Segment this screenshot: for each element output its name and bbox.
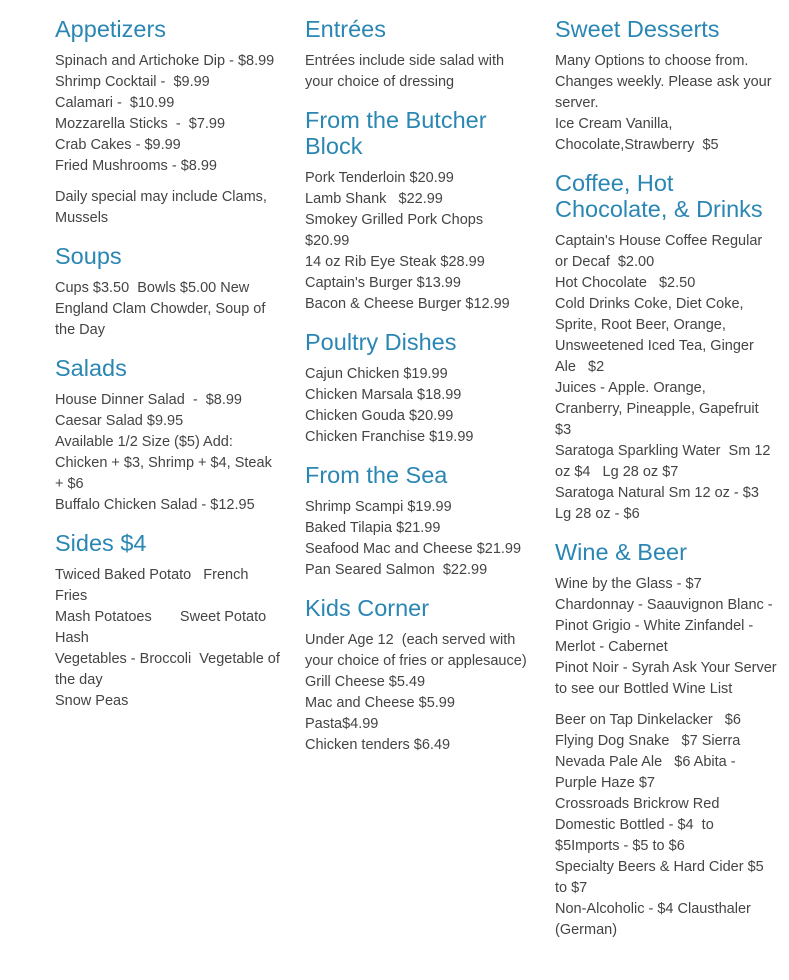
menu-item: Cups $3.50 Bowls $5.00 New England Clam Chowder, Soup of the Day xyxy=(55,280,270,338)
menu-item: Saratoga Sparkling Water Sm 12 oz $4 Lg 28 oz $7 xyxy=(555,443,775,480)
menu-item: Chicken tenders $6.49 xyxy=(305,737,451,753)
section-title-butcher-block: From the Butcher Block xyxy=(305,107,487,159)
menu-item: Cold Drinks Coke, Diet Coke, Sprite, Root Beer, Orange, Unsweetened Iced Tea, Ginger Ale $2 xyxy=(555,296,758,375)
menu-item: Bacon & Cheese Burger $12.99 xyxy=(305,296,510,312)
section-title-salads: Salads xyxy=(55,355,127,381)
menu-item: Spinach and Artichoke Dip - $8.99 xyxy=(55,53,275,69)
butcher-block-section xyxy=(305,107,530,315)
section-title-wine-beer: Wine & Beer xyxy=(555,539,687,565)
menu-item: Baked Tilapia $21.99 xyxy=(305,520,441,536)
menu-item: Grill Cheese $5.49 xyxy=(305,674,426,690)
menu-item: Saratoga Natural Sm 12 oz - $3 Lg 28 oz - $6 xyxy=(555,485,776,522)
menu-item: Flying Dog Snake $7 Sierra Nevada Pale Ale $6 Abita - Purple Haze $7 xyxy=(555,733,745,791)
menu-column-3 xyxy=(555,16,781,955)
section-title-sea: From the Sea xyxy=(305,462,448,488)
menu-item: Smokey Grilled Pork Chops $20.99 xyxy=(305,212,488,249)
menu-item: Pasta$4.99 xyxy=(305,716,379,732)
section-title-entrees: Entrées xyxy=(305,16,386,42)
menu-item: Chicken Marsala $18.99 xyxy=(305,387,462,403)
menu-item: Wine by the Glass - $7 xyxy=(555,576,702,592)
section-title-soups: Soups xyxy=(55,243,122,269)
menu-item: Buffalo Chicken Salad - $12.95 xyxy=(55,497,255,513)
salads-section xyxy=(55,355,280,516)
menu-item: Beer on Tap Dinkelacker $6 xyxy=(555,712,741,728)
section-title-appetizers: Appetizers xyxy=(55,16,167,42)
wine-beer-section xyxy=(555,539,781,941)
menu-item: Cajun Chicken $19.99 xyxy=(305,366,448,382)
menu-item: Specialty Beers & Hard Cider $5 to $7 xyxy=(555,859,768,896)
menu-item: Crab Cakes - $9.99 xyxy=(55,137,181,153)
menu-item: Many Options to choose from. Changes weekly. Please ask your server. xyxy=(555,53,776,111)
menu-item: Pork Tenderloin $20.99 xyxy=(305,170,454,186)
section-title-desserts: Sweet Desserts xyxy=(555,16,720,42)
menu-item: Chicken Gouda $20.99 xyxy=(305,408,454,424)
menu-item: Chardonnay - Saauvignon Blanc - Pinot Grigio - White Zinfandel - Merlot - Cabernet xyxy=(555,597,777,655)
menu-item: Pan Seared Salmon $22.99 xyxy=(305,562,488,578)
section-title-kids-corner: Kids Corner xyxy=(305,595,430,621)
menu-item: Vegetables - Broccoli Vegetable of the day xyxy=(55,651,284,688)
entrees-section xyxy=(305,16,530,93)
menu-item: Non-Alcoholic - $4 Clausthaler (German) xyxy=(555,901,755,938)
menu-item: Domestic Bottled - $4 to $5Imports - $5 to $6 xyxy=(555,817,718,854)
poultry-section xyxy=(305,329,530,448)
menu-item: Mash Potatoes Sweet Potato Hash xyxy=(55,609,271,646)
menu-item: House Dinner Salad - $8.99 xyxy=(55,392,242,408)
menu-item: Ice Cream Vanilla, Chocolate,Strawberry $5 xyxy=(555,116,719,153)
menu-item: Lamb Shank $22.99 xyxy=(305,191,443,207)
menu-item: Entrées include side salad with your choice of dressing xyxy=(305,53,509,90)
menu-item: Captain's Burger $13.99 xyxy=(305,275,461,291)
kids-corner-section xyxy=(305,595,530,756)
appetizers-section xyxy=(55,16,280,229)
section-title-poultry: Poultry Dishes xyxy=(305,329,457,355)
drinks-section xyxy=(555,170,777,525)
sea-section xyxy=(305,462,530,581)
menu-item: Captain's House Coffee Regular or Decaf $2.00 xyxy=(555,233,767,270)
menu-item: Under Age 12 (each served with your choice of fries or applesauce) xyxy=(305,632,527,669)
menu-item: Caesar Salad $9.95 xyxy=(55,413,184,429)
menu-item: 14 oz Rib Eye Steak $28.99 xyxy=(305,254,485,270)
sides-section xyxy=(55,530,284,712)
menu-item: Chicken Franchise $19.99 xyxy=(305,429,474,445)
menu-item: Seafood Mac and Cheese $21.99 xyxy=(305,541,522,557)
menu-item: Available 1/2 Size ($5) Add: Chicken + $3, Shrimp + $4, Steak + $6 xyxy=(55,434,276,492)
menu-column-1 xyxy=(55,16,284,726)
section-title-drinks: Coffee, Hot Chocolate, & Drinks xyxy=(555,170,763,222)
menu-item: Calamari - $10.99 xyxy=(55,95,175,111)
menu-item: Snow Peas xyxy=(55,693,129,709)
section-title-sides: Sides $4 xyxy=(55,530,147,556)
menu-item: Juices - Apple. Orange, Cranberry, Pineapple, Gapefruit $3 xyxy=(555,380,763,438)
menu-item: Crossroads Brickrow Red xyxy=(555,796,720,812)
daily-special-note: Daily special may include Clams, Mussels xyxy=(55,189,271,226)
menu-item: Shrimp Cocktail - $9.99 xyxy=(55,74,210,90)
menu-column-2 xyxy=(305,16,530,770)
menu-item: Mac and Cheese $5.99 xyxy=(305,695,455,711)
menu-item: Hot Chocolate $2.50 xyxy=(555,275,696,291)
menu-item: Pinot Noir - Syrah Ask Your Server to see our Bottled Wine List xyxy=(555,660,781,697)
menu-item: Fried Mushrooms - $8.99 xyxy=(55,158,217,174)
menu-item: Twiced Baked Potato French Fries xyxy=(55,567,253,604)
desserts-section xyxy=(555,16,777,156)
menu-item: Mozzarella Sticks - $7.99 xyxy=(55,116,226,132)
menu-item: Shrimp Scampi $19.99 xyxy=(305,499,452,515)
soups-section xyxy=(55,243,280,341)
